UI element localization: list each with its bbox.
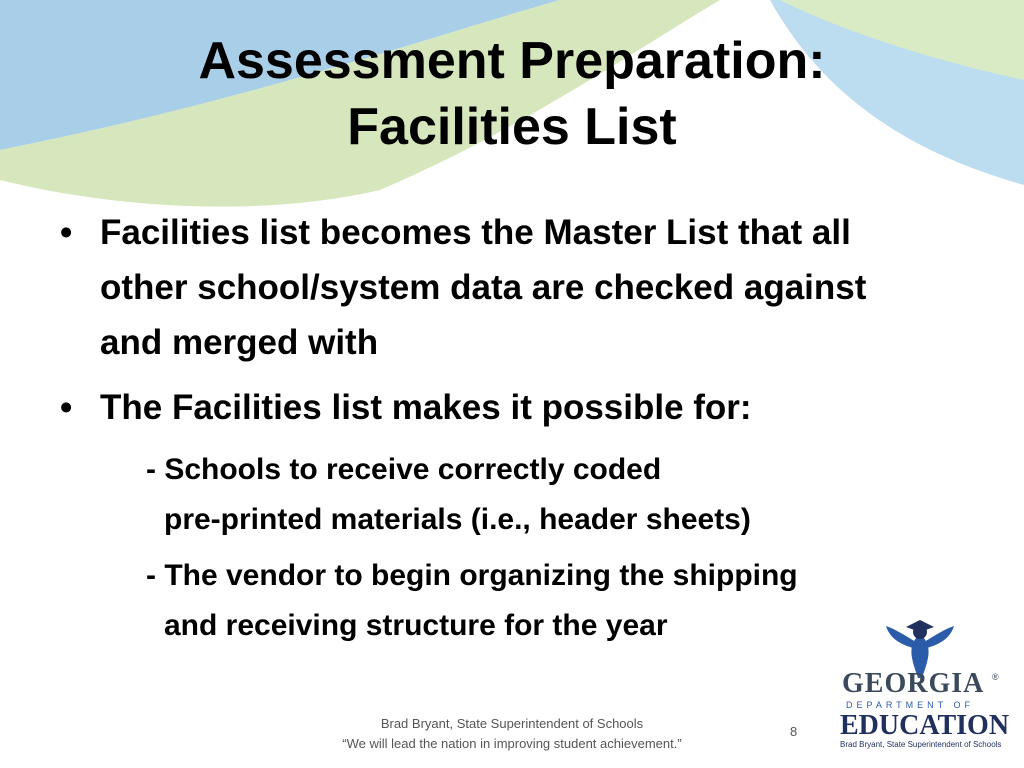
logo-tagline: Brad Bryant, State Superintendent of Schools bbox=[840, 740, 1002, 749]
sub-item-line: - The vendor to begin organizing the shipping bbox=[146, 559, 798, 592]
footer-line-1: Brad Bryant, State Superintendent of Schools bbox=[380, 716, 644, 731]
bullet-item bbox=[60, 380, 990, 435]
footer-line-2: “We will lead the nation in improving student achievement.” bbox=[342, 736, 682, 751]
sub-item bbox=[146, 445, 990, 545]
sub-item-line: and receiving structure for the year bbox=[164, 609, 668, 642]
bullet-text-line: The Facilities list makes it possible for: bbox=[100, 388, 752, 427]
logo-word-education: EDUCATION bbox=[840, 710, 1010, 741]
georgia-doe-logo bbox=[836, 620, 1010, 754]
logo-word-georgia: GEORGIA bbox=[842, 668, 985, 699]
slide-footer bbox=[260, 714, 764, 754]
slide-title bbox=[0, 28, 1024, 160]
sub-item-line: pre-printed materials (i.e., header sheets) bbox=[164, 503, 751, 536]
page-number: 8 bbox=[790, 724, 798, 739]
sub-item-line: - Schools to receive correctly coded bbox=[146, 453, 662, 486]
bullet-item bbox=[60, 205, 990, 370]
logo-trademark: ® bbox=[992, 672, 999, 682]
bullet-marker: • bbox=[60, 213, 73, 252]
bullet-text-line: and merged with bbox=[100, 323, 379, 362]
title-line-2: Facilities List bbox=[347, 98, 677, 156]
logo-word-department: DEPARTMENT OF bbox=[846, 700, 975, 710]
bullet-text-line: other school/system data are checked against bbox=[100, 268, 867, 307]
bullet-marker: • bbox=[60, 388, 73, 427]
title-line-1: Assessment Preparation: bbox=[198, 32, 826, 90]
bullet-text-line: Facilities list becomes the Master List that all bbox=[100, 213, 851, 252]
slide-body bbox=[60, 205, 990, 657]
